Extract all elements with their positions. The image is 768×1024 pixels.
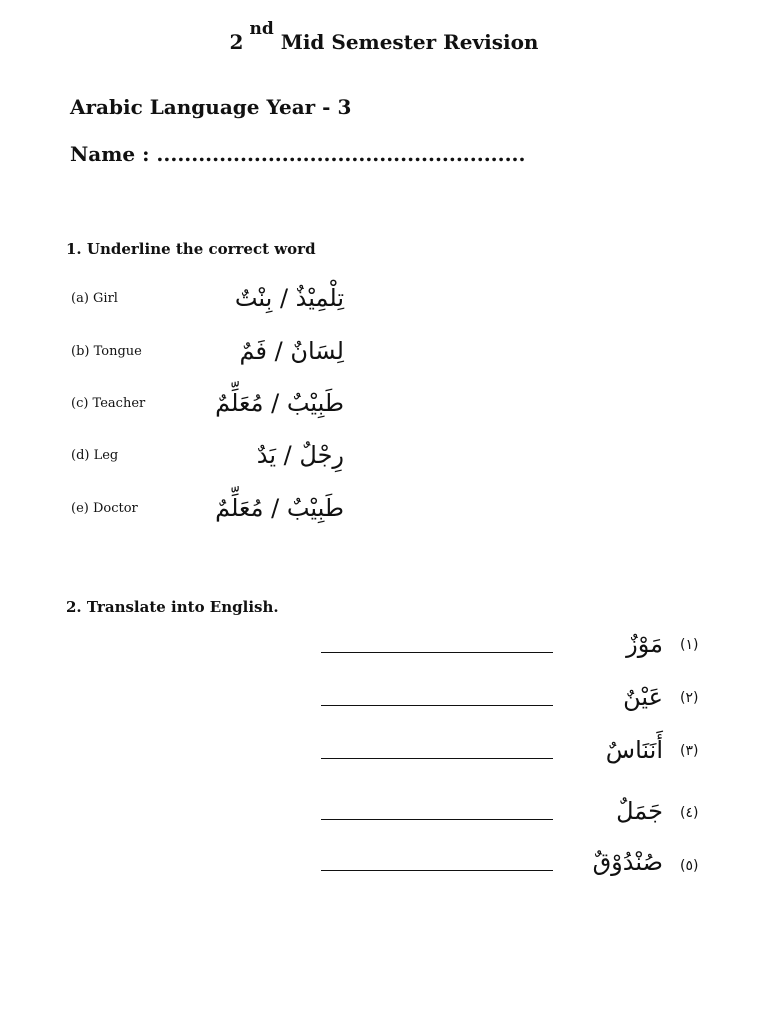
item-number: (٢) [680,690,699,706]
item-number: (٣) [680,743,699,759]
section1-heading: 1. Underline the correct word [66,240,316,258]
item-number: (٤) [680,805,699,821]
word-choice[interactable]: طَبِيْبٌ / مُعَلِّمٌ [215,389,344,417]
word-choice[interactable]: طَبِيْبٌ / مُعَلِّمٌ [215,494,344,522]
answer-line[interactable] [321,652,553,653]
arabic-word: مَوْزٌ [626,630,663,658]
word-choice[interactable]: لِسَانٌ / فَمٌ [239,337,344,365]
arabic-word: جَمَلٌ [616,797,663,825]
item-label: (b) Tongue [71,344,142,359]
arabic-word: عَيْنٌ [623,683,663,711]
item-label: (d) Leg [71,448,119,463]
item-label: (e) Doctor [71,501,138,516]
name-field[interactable]: Name : ..................................................... [70,142,526,166]
title-number: 2 [229,30,244,54]
page-title [0,19,768,54]
item-label: (c) Teacher [71,396,146,411]
item-number: (١) [680,637,699,653]
answer-line[interactable] [321,705,553,706]
section2-heading: 2. Translate into English. [66,598,279,616]
answer-line[interactable] [321,758,553,759]
item-label: (a) Girl [71,291,118,306]
answer-line[interactable] [321,870,553,871]
item-number: (٥) [680,858,699,874]
title-text: Mid Semester Revision [280,30,539,54]
answer-line[interactable] [321,819,553,820]
arabic-word: صُنْدُوْقٌ [592,848,663,876]
word-choice[interactable]: تِلْمِيْذٌ / بِنْتٌ [234,284,344,312]
subject-heading: Arabic Language Year - 3 [70,95,352,119]
word-choice[interactable]: رِجْلٌ / يَدٌ [256,441,344,469]
title-ordinal-suffix: nd [249,19,274,39]
arabic-word: أَنَنَاسٌ [605,736,663,764]
